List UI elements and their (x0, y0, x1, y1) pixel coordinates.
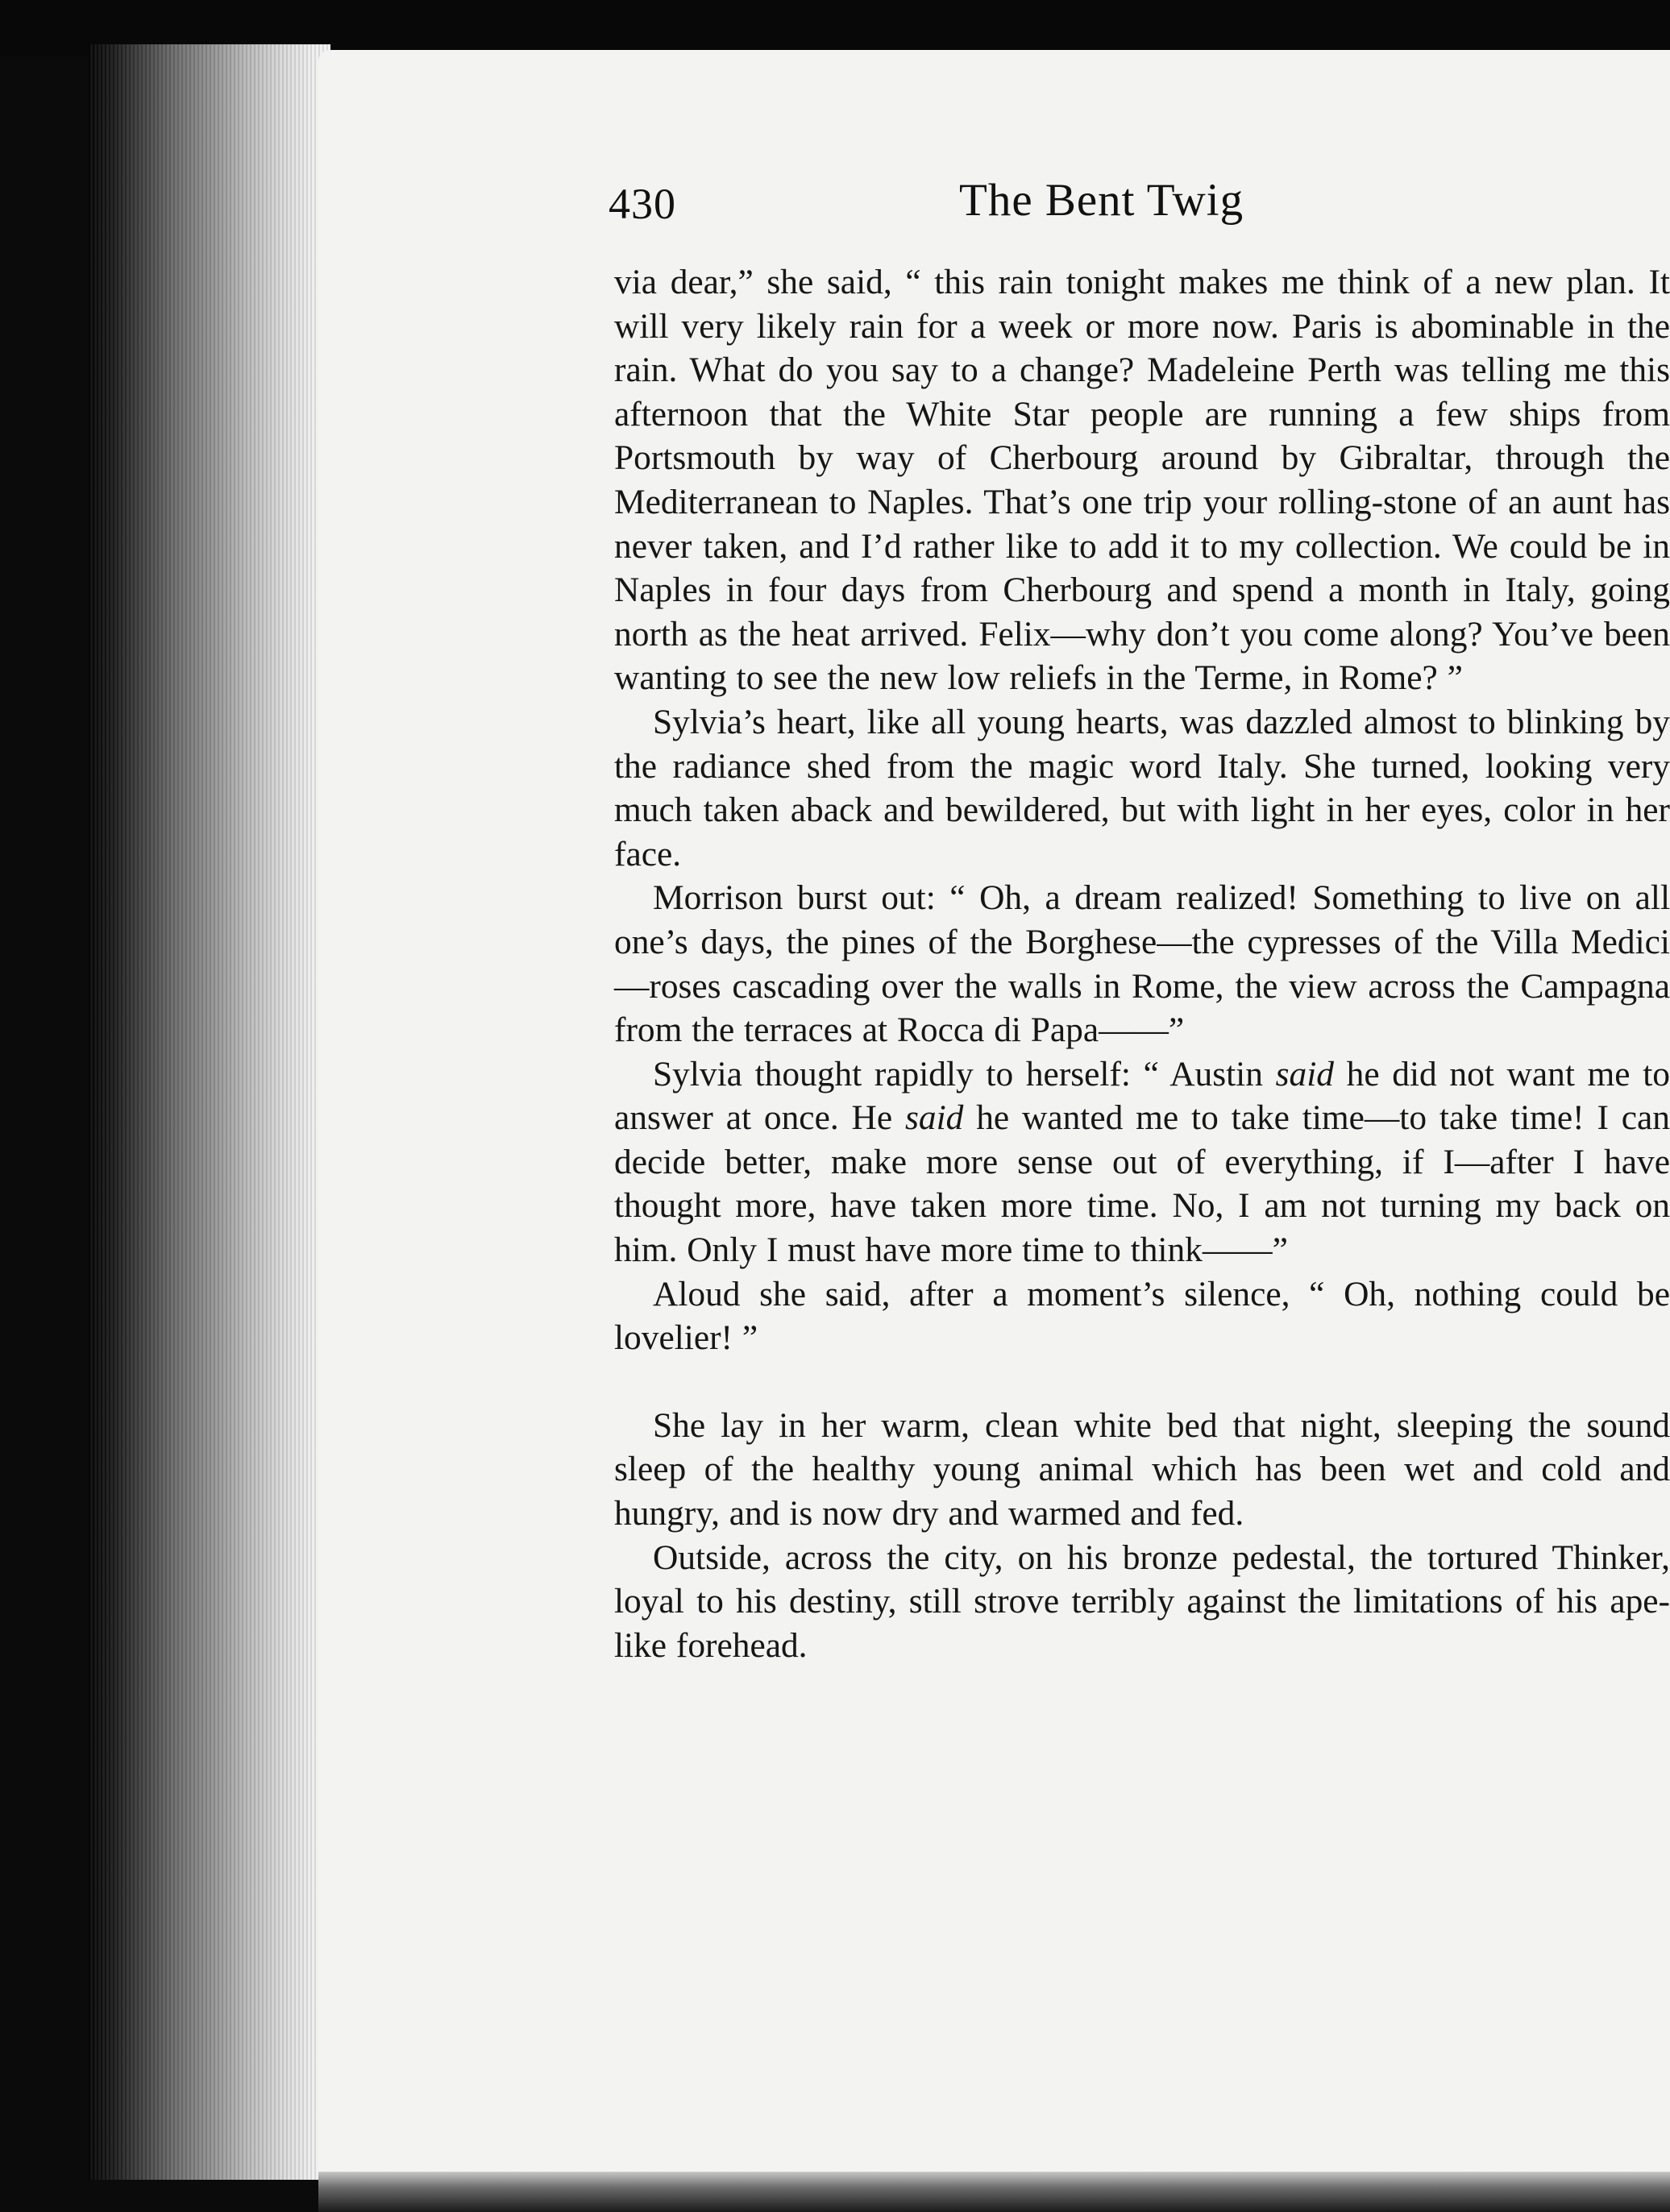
book-page-edges (89, 44, 330, 2180)
section-break (614, 1360, 1670, 1404)
page-number: 430 (609, 180, 676, 228)
page-bottom-shadow (318, 2172, 1670, 2212)
paragraph-continued: via dear,” she said, “ this rain tonight makes me think of a new plan. It will very likely rain for a week or more now. Paris is abominable in the rain. What do you say to a change? Madeleine Perth was telling me this afternoon that the White Star people are running a few ships from Portsmouth by way of Cherbourg around by Gibraltar, through the Mediterranean to Naples. That’s one trip your rolling-stone of an aunt has never taken, and I’d rather like to add it to my collection. We could be in Naples in four days from Cherbourg and spend a month in Italy, going north as the heat arrived. Felix—why don’t you come along? You’ve been wanting to see the new low reliefs in the Terme, in Rome? ” (614, 263, 1670, 698)
page-header (609, 175, 1670, 235)
paragraph-bed: She lay in her warm, clean white bed that night, sleeping the sound sleep of the healthy young animal which has been wet and cold and hungry, and is now dry and warmed and fed. (614, 1405, 1670, 1533)
paragraph-sylvia-heart: Sylvia’s heart, like all young hearts, was dazzled almost to blinking by the radiance shed from the magic word Italy. She turned, looking very much taken aback and bewildered, but with light in her eyes, color in her face. (614, 702, 1670, 874)
paragraph-morrison: Morrison burst out: “ Oh, a dream realized! Something to live on all one’s days, the pines of the Borghese—the cypresses of the Villa Medici—roses cascading over the walls in Rome, the view across the Campagna from the terraces at Rocca di Papa——” (614, 878, 1670, 1050)
emphasis-said: said (905, 1098, 964, 1138)
paragraph-thinker: Outside, across the city, on his bronze pedestal, the tortured Thinker, loyal to his destiny, still strove terribly against the limitations of his ape-like forehead. (614, 1538, 1670, 1665)
emphasis-said: said (1275, 1054, 1334, 1094)
running-title: The Bent Twig (959, 175, 1244, 226)
body-text (614, 260, 1670, 1667)
paragraph-sylvia-thought: Sylvia thought rapidly to herself: “ Austin said he did not want me to answer at once. He said he wanted me to take time—to take time! I can decide better, make more sense out of everything, if I—after I have thought more, have taken more time. No, I am not turning my back on him. Only I must have more time to think——” (614, 1054, 1670, 1270)
paragraph-aloud: Aloud she said, after a moment’s silence, “ Oh, nothing could be lovelier! ” (614, 1274, 1670, 1358)
